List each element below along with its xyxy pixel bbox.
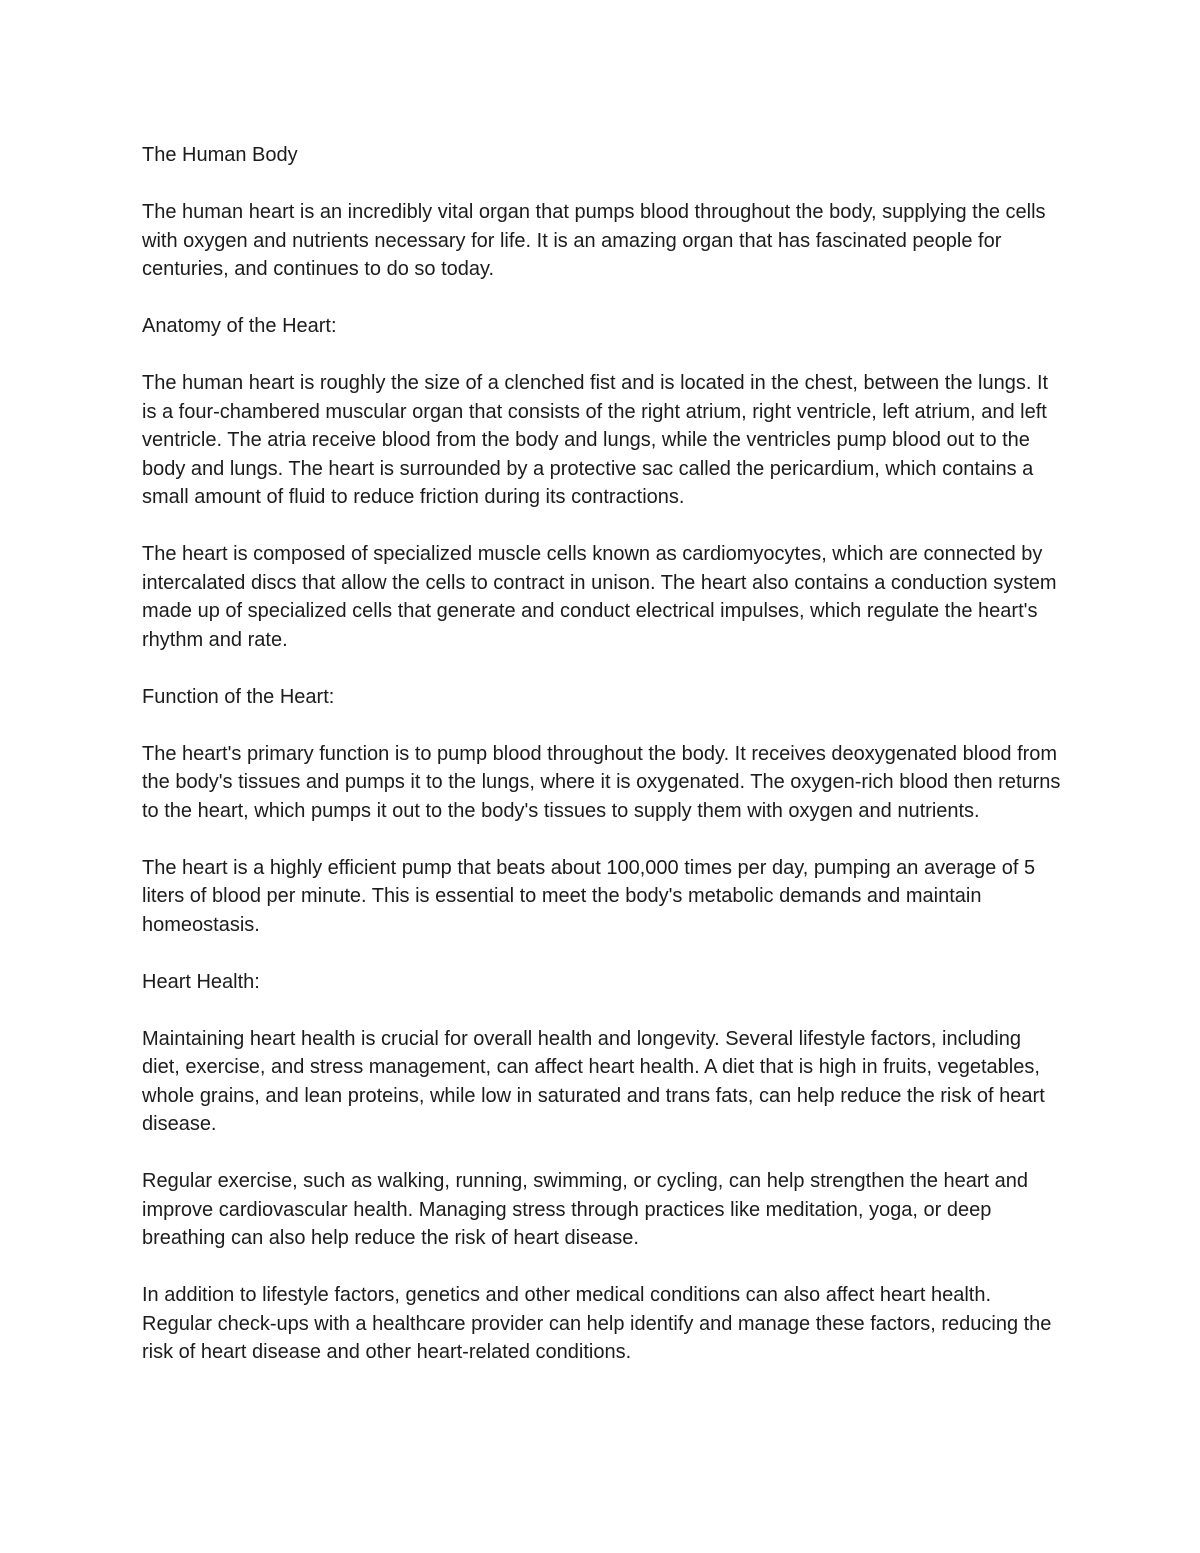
document-title: The Human Body [142, 144, 298, 166]
health-paragraph-2: Regular exercise, such as walking, running, swimming, or cycling, can help strengthen the heart and improve cardiovascular health. Managing stress through practices like meditation, yoga, or deep breathing can also help reduce the risk of heart disease. [142, 1170, 1029, 1249]
function-paragraph-1: The heart's primary function is to pump blood throughout the body. It receives deoxygenated blood from the body's tissues and pumps it to the lungs, where it is oxygenated. The oxygen-rich blood then returns to the heart, which pumps it out to the body's tissues to supply them with oxygen and nutrients. [142, 742, 1061, 822]
health-paragraph-1: Maintaining heart health is crucial for overall health and longevity. Several lifestyle factors, including diet, exercise, and stress management, can affect heart health. A diet that is high in fruits, vegetables, whole grains, and lean proteins, while low in saturated and trans fats, can help reduce the risk of heart disease. [142, 1027, 1045, 1135]
section-heading-function: Function of the Heart: [142, 685, 335, 708]
section-heading-anatomy: Anatomy of the Heart: [142, 315, 337, 337]
function-paragraph-2: The heart is a highly efficient pump that beats about 100,000 times per day, pumping an average of 5 liters of blood per minute. This is essential to meet the body's metabolic demands and maintain homeostasis. [142, 856, 1036, 936]
anatomy-paragraph-1: The human heart is roughly the size of a clenched fist and is located in the chest, between the lungs. It is a four-chambered muscular organ that consists of the right atrium, right ventricle, left atrium, and left ventricle. The atria receive blood from the body and lungs, while the ventricles pump blood out to the body and lungs. The heart is surrounded by a protective sac called the pericardium, which contains a small amount of fluid to reduce friction during its contractions. [142, 372, 1049, 508]
anatomy-paragraph-2: The heart is composed of specialized muscle cells known as cardiomyocytes, which are connected by intercalated discs that allow the cells to contract in unison. The heart also contains a conduction system made up of specialized cells that generate and conduct electrical impulses, which regulate the heart's rhythm and rate. [142, 543, 1057, 651]
intro-paragraph: The human heart is an incredibly vital organ that pumps blood throughout the body, supplying the cells with oxygen and nutrients necessary for life. It is an amazing organ that has fascinated people for centuries, and continues to do so today. [142, 201, 1046, 280]
section-heading-health: Heart Health: [142, 970, 260, 993]
health-paragraph-3: In addition to lifestyle factors, genetics and other medical conditions can also affect heart health. Regular check-ups with a healthcare provider can help identify and manage these factors, reducing the risk of heart disease and other heart-related conditions. [142, 1284, 1052, 1363]
document-body [142, 141, 1062, 1367]
